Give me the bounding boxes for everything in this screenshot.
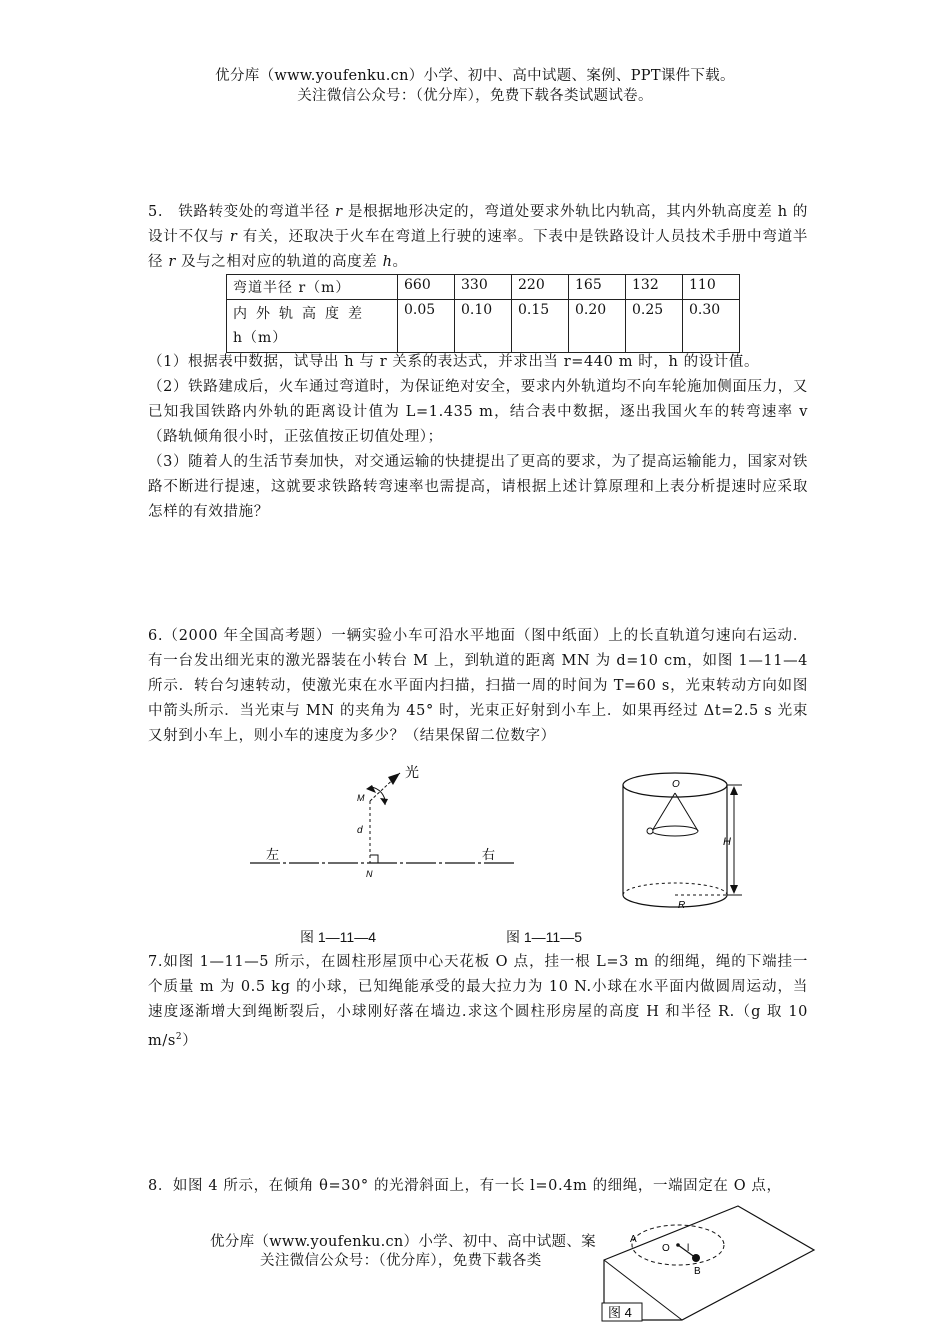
q5-part2: （2）铁路建成后，火车通过弯道时，为保证绝对安全，要求内外轨道均不向车轮施加侧面压力，又已知我国铁路内外轨的距离设计值为 L=1.435 m，结合表中数据，逐出我国火车的转弯速率 v（路轨倾角很小时，正弦值按正切值处理）；	[148, 379, 808, 445]
caption-fig-1-11-4: 图 1—11—4	[300, 929, 376, 945]
label-a: A	[630, 1234, 637, 1245]
rotation-arrowhead	[380, 798, 388, 805]
caption-fig-1-11-5: 图 1—11—5	[506, 929, 582, 945]
table-cell: 0.10	[455, 300, 512, 353]
q5-intro: 5. 铁路转变处的弯道半径 r 是根据地形决定的，弯道处要求外轨比内轨高，其内外轨高度差 h 的设计不仅与 r 有关，还取决于火车在弯道上行驶的速率。下表中是铁路设计人员技术手册中弯道半径 r 及与之相对应的轨道的高度差 h。	[148, 204, 809, 270]
label-b: B	[694, 1266, 701, 1277]
table-row	[227, 275, 740, 300]
right-angle-mark	[370, 855, 378, 863]
table-header-radius: 弯道半径 r（m）	[227, 275, 398, 300]
footer-line-2: 关注微信公众号：（优分库），免费下载各类	[260, 1253, 542, 1269]
q6-text: 6.（2000 年全国高考题）一辆实验小车可沿水平地面（图中纸面）上的长直轨道匀速向右运动．有一台发出细光束的激光器装在小转台 M 上，到轨道的距离 MN 为 d=10 cm，如图 1—11—4 所示．转台匀速转动，使激光束在水平面内扫描，扫描一周的时间为 T=60 s，光束转动方向如图中箭头所示．当光束与 MN 的夹角为 45° 时，光束正好射到小车上．如果再经过 Δt=2.5 s 光束又射到小车上，则小车的速度为多少？（结果保留二位数字）	[148, 628, 808, 744]
table-row	[227, 300, 740, 353]
label-h: H	[723, 836, 731, 848]
figure-1-11-5	[610, 765, 770, 915]
q5-part1: （1）根据表中数据，试导出 h 与 r 关系的表达式，并求出当 r=440 m 时，h 的设计值。	[148, 354, 760, 370]
label-light: 光	[405, 765, 419, 780]
table-cell: 132	[626, 275, 683, 300]
caption-fig-4: 图 4	[608, 1305, 632, 1320]
q8-text: 8．如图 4 所示，在倾角 θ=30° 的光滑斜面上，有一长 l=0.4m 的细绳，一端固定在 O 点，	[148, 1178, 782, 1194]
cone-base	[652, 826, 698, 836]
header-line-1: 优分库（www.youfenku.cn）小学、初中、高中试题、案例、PPT课件下载。	[215, 68, 735, 84]
cylinder-bottom-front	[623, 895, 727, 907]
cylinder-bottom-back	[623, 883, 727, 895]
label-o: O	[662, 1243, 670, 1254]
table-cell: 660	[398, 275, 455, 300]
label-left: 左	[266, 847, 280, 862]
q5-part3: （3）随着人的生活节奏加快，对交通运输的快捷提出了更高的要求，为了提高运输能力，国家对铁路不断进行提速，这就要求铁路转弯速率也需提高，请根据上述计算原理和上表分析提速时应采取怎样的有效措施？	[148, 454, 808, 520]
cone-right	[675, 793, 698, 831]
label-right: 右	[482, 847, 496, 862]
label-r: R	[678, 900, 686, 911]
cone-left	[652, 793, 675, 831]
header-line-2: 关注微信公众号：（优分库），免费下载各类试题试卷。	[297, 88, 653, 104]
table-cell: 0.25	[626, 300, 683, 353]
label-l: l	[687, 1243, 690, 1254]
ball	[692, 1254, 700, 1262]
table-cell: 165	[569, 275, 626, 300]
figure-4-incline	[598, 1200, 820, 1324]
table-header-height: 内外轨高度差 h（m）	[227, 300, 398, 353]
label-n: N	[366, 869, 373, 879]
label-o: O	[672, 779, 680, 790]
ball	[647, 828, 653, 834]
table-cell: 0.20	[569, 300, 626, 353]
table-cell: 0.15	[512, 300, 569, 353]
footer-line-1: 优分库（www.youfenku.cn）小学、初中、高中试题、案	[210, 1234, 596, 1250]
label-m: M	[357, 793, 365, 803]
table-cell: 330	[455, 275, 512, 300]
table-cell: 110	[683, 275, 740, 300]
figure-1-11-4	[240, 765, 530, 885]
table-cell: 0.30	[683, 300, 740, 353]
arc-start-mark	[366, 785, 376, 793]
q7-text: 7.如图 1—11—5 所示，在圆柱形屋顶中心天花板 O 点，挂一根 L=3 m 的细绳，绳的下端挂一个质量 m 为 0.5 kg 的小球，已知绳能承受的最大拉力为 10 N.小球在水平面内做圆周运动，当速度逐渐增大到绳断裂后，小球刚好落在墙边.求这个圆柱形房屋的高度 H 和半径 R.（g 取 10 $m/s^2$）	[148, 954, 808, 1049]
rail-table	[226, 274, 740, 353]
label-d: d	[357, 825, 363, 836]
table-cell: 0.05	[398, 300, 455, 353]
table-cell: 220	[512, 275, 569, 300]
